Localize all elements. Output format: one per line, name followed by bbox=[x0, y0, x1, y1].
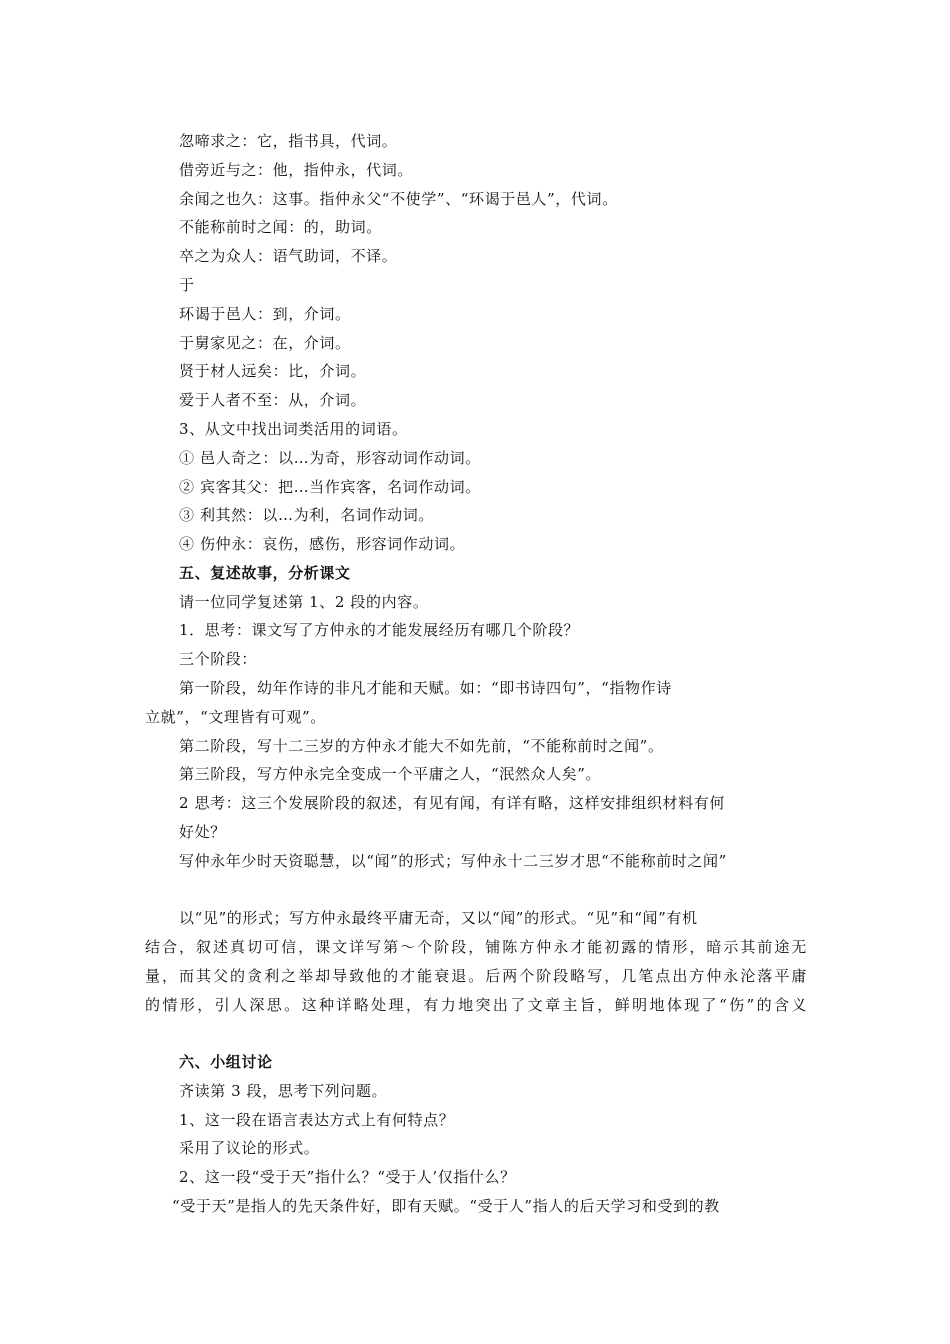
text-line: 三个阶段： bbox=[179, 650, 258, 668]
question-line: 1．思考：课文写了方仲永的才能发展经历有哪几个阶段？ bbox=[179, 621, 580, 639]
text-line: 采用了议论的形式。 bbox=[179, 1139, 320, 1157]
paragraph-line: 的情形，引人深思。这种详略处理，有力地突出了文章主旨，鲜明地体现了“伤”的含义 bbox=[145, 996, 807, 1014]
section-heading-6: 六、小组讨论 bbox=[179, 1053, 273, 1071]
question-line: 1、这一段在语言表达方式上有何特点？ bbox=[179, 1111, 455, 1129]
question-line: 2、这一段“受于天”指什么？“受于人’仅指什么？ bbox=[179, 1168, 516, 1186]
text-line: 第三阶段，写方仲永完全变成一个平庸之人，“泯然众人矣”。 bbox=[179, 765, 602, 783]
list-item: ① 邑人奇之：以…为奇，形容动词作动词。 bbox=[179, 449, 481, 467]
paragraph-line: 量，而其父的贪利之举却导致他的才能衰退。后两个阶段略写，几笔点出方仲永沦落平庸 bbox=[145, 967, 807, 985]
text-line: 于舅家见之：在，介词。 bbox=[179, 334, 351, 352]
text-line: “受于天”是指人的先天条件好，即有天赋。“受于人”指人的后天学习和受到的教 bbox=[172, 1197, 720, 1215]
text-line: 请一位同学复述第 1、2 段的内容。 bbox=[179, 593, 429, 611]
question-line: 2 思考：这三个发展阶段的叙述，有见有闻，有详有略，这样安排组织材料有何 bbox=[179, 794, 725, 812]
text-line: 齐读第 3 段，思考下列问题。 bbox=[179, 1082, 388, 1100]
list-item: ③ 利其然：以…为利，名词作动词。 bbox=[179, 506, 434, 524]
list-item: ② 宾客其父：把…当作宾客，名词作动词。 bbox=[179, 478, 481, 496]
text-line: 环谒于邑人：到，介词。 bbox=[179, 305, 351, 323]
text-line: 余闻之也久：这事。指仲永父“不使学”、“环谒于邑人”，代词。 bbox=[179, 190, 618, 208]
paragraph-line: 结合，叙述真切可信，课文详写第～个阶段，铺陈方仲永才能初露的情形，暗示其前途无 bbox=[145, 938, 807, 956]
text-line: 第二阶段，写十二三岁的方仲永才能大不如先前，“不能称前时之闻”。 bbox=[179, 737, 664, 755]
text-line: 卒之为众人：语气助词，不译。 bbox=[179, 247, 398, 265]
text-line: 立就”，“文理皆有可观”。 bbox=[145, 708, 326, 726]
text-line: 贤于材人远矣：比，介词。 bbox=[179, 362, 367, 380]
text-line: 爱于人者不至：从，介词。 bbox=[179, 391, 367, 409]
text-line: 不能称前时之闻：的，助词。 bbox=[179, 218, 382, 236]
text-line: 写仲永年少时天资聪慧，以“闻”的形式；写仲永十二三岁才思“不能称前时之闻” bbox=[179, 852, 727, 870]
paragraph-line: 以“见”的形式；写方仲永最终平庸无奇，又以“闻”的形式。“见”和“闻”有机 bbox=[179, 909, 698, 927]
section-heading-5: 五、复述故事，分析课文 bbox=[179, 564, 351, 582]
text-line: 借旁近与之：他，指仲永，代词。 bbox=[179, 161, 414, 179]
text-line: 好处？ bbox=[179, 823, 226, 841]
text-line: 第一阶段，幼年作诗的非凡才能和天赋。如：“即书诗四句”，“指物作诗 bbox=[179, 679, 672, 697]
text-line: 于 bbox=[179, 276, 195, 294]
list-item: ④ 伤仲永：哀伤，感伤，形容词作动词。 bbox=[179, 535, 466, 553]
question-line: 3、从文中找出词类活用的词语。 bbox=[179, 420, 408, 438]
text-line: 忽啼求之：它，指书具，代词。 bbox=[179, 132, 398, 150]
